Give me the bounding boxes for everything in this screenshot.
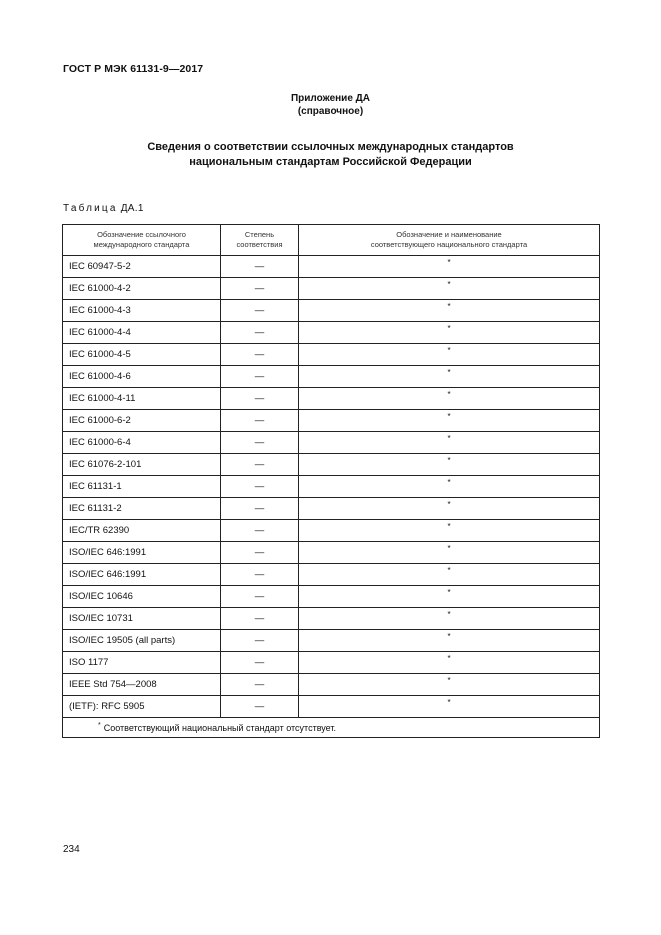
cell-international-standard: ISO/IEC 646:1991 xyxy=(63,564,221,586)
cell-national-standard: * xyxy=(299,322,600,344)
cell-international-standard: ISO/IEC 10731 xyxy=(63,608,221,630)
header-line: соответствия xyxy=(236,240,283,249)
cell-international-standard: IEC 60947-5-2 xyxy=(63,256,221,278)
table-row xyxy=(63,256,600,278)
header-line: Степень xyxy=(244,230,275,239)
table-row xyxy=(63,696,600,718)
cell-degree: — xyxy=(221,476,299,498)
table-row xyxy=(63,322,600,344)
cell-degree: — xyxy=(221,674,299,696)
header-line: международного стандарта xyxy=(93,240,190,249)
cell-degree: — xyxy=(221,366,299,388)
cell-international-standard: IEC 61000-4-4 xyxy=(63,322,221,344)
cell-national-standard: * xyxy=(299,300,600,322)
cell-degree: — xyxy=(221,564,299,586)
table-row xyxy=(63,652,600,674)
cell-international-standard: IEC 61000-4-6 xyxy=(63,366,221,388)
footnote-mark: * xyxy=(98,722,101,729)
cell-degree: — xyxy=(221,410,299,432)
cell-national-standard: * xyxy=(299,630,600,652)
cell-international-standard: ISO/IEC 19505 (all parts) xyxy=(63,630,221,652)
cell-degree: — xyxy=(221,542,299,564)
table-row xyxy=(63,542,600,564)
header-line: Обозначение ссылочного xyxy=(97,230,186,239)
cell-degree: — xyxy=(221,388,299,410)
cell-degree: — xyxy=(221,630,299,652)
table-row xyxy=(63,300,600,322)
table-row xyxy=(63,674,600,696)
cell-national-standard: * xyxy=(299,366,600,388)
table-body xyxy=(63,256,600,718)
cell-international-standard: IEC 61000-6-4 xyxy=(63,432,221,454)
standards-correspondence-table xyxy=(62,224,600,738)
cell-national-standard: * xyxy=(299,542,600,564)
cell-national-standard: * xyxy=(299,278,600,300)
cell-degree: — xyxy=(221,586,299,608)
cell-degree: — xyxy=(221,300,299,322)
cell-degree: — xyxy=(221,498,299,520)
header-line: соответствующего национального стандарта xyxy=(370,240,528,249)
cell-national-standard: * xyxy=(299,432,600,454)
table-row xyxy=(63,366,600,388)
table-row xyxy=(63,344,600,366)
cell-international-standard: IEEE Std 754—2008 xyxy=(63,674,221,696)
cell-international-standard: IEC 61131-1 xyxy=(63,476,221,498)
table-footnote-row xyxy=(63,718,600,738)
cell-national-standard: * xyxy=(299,476,600,498)
table-row xyxy=(63,630,600,652)
cell-international-standard: IEC 61000-4-11 xyxy=(63,388,221,410)
cell-international-standard: IEC 61131-2 xyxy=(63,498,221,520)
cell-international-standard: IEC/TR 62390 xyxy=(63,520,221,542)
appendix-subtitle: (справочное) xyxy=(297,106,364,117)
cell-international-standard: ISO/IEC 646:1991 xyxy=(63,542,221,564)
cell-degree: — xyxy=(221,256,299,278)
cell-international-standard: ISO 1177 xyxy=(63,652,221,674)
table-header-row xyxy=(63,225,600,256)
cell-international-standard: ISO/IEC 10646 xyxy=(63,586,221,608)
cell-national-standard: * xyxy=(299,652,600,674)
cell-international-standard: IEC 61000-4-3 xyxy=(63,300,221,322)
cell-national-standard: * xyxy=(299,674,600,696)
footnote-text: Соответствующий национальный стандарт отсутствует. xyxy=(103,723,337,733)
cell-national-standard: * xyxy=(299,498,600,520)
cell-international-standard: IEC 61000-4-2 xyxy=(63,278,221,300)
header-degree xyxy=(221,225,299,256)
cell-national-standard: * xyxy=(299,520,600,542)
cell-international-standard: (IETF): RFC 5905 xyxy=(63,696,221,718)
page-number: 234 xyxy=(63,844,80,855)
cell-national-standard: * xyxy=(299,256,600,278)
table-row xyxy=(63,476,600,498)
cell-degree: — xyxy=(221,454,299,476)
table-footnote xyxy=(63,718,600,738)
cell-degree: — xyxy=(221,608,299,630)
table-row xyxy=(63,388,600,410)
table-row xyxy=(63,410,600,432)
section-title-line-2: национальным стандартам Российской Федерации xyxy=(189,156,472,168)
cell-degree: — xyxy=(221,344,299,366)
header-international-standard xyxy=(63,225,221,256)
cell-international-standard: IEC 61000-4-5 xyxy=(63,344,221,366)
table-row xyxy=(63,586,600,608)
table-row xyxy=(63,432,600,454)
cell-national-standard: * xyxy=(299,696,600,718)
document-header: ГОСТ Р МЭК 61131-9—2017 xyxy=(63,63,204,75)
section-title-line-1: Сведения о соответствии ссылочных международных стандартов xyxy=(147,141,514,153)
cell-degree: — xyxy=(221,322,299,344)
cell-degree: — xyxy=(221,278,299,300)
header-line: Обозначение и наименование xyxy=(396,230,502,239)
table-row xyxy=(63,564,600,586)
cell-degree: — xyxy=(221,520,299,542)
cell-international-standard: IEC 61076-2-101 xyxy=(63,454,221,476)
cell-national-standard: * xyxy=(299,454,600,476)
cell-degree: — xyxy=(221,432,299,454)
table-caption-word: Таблица xyxy=(63,203,118,214)
table-row xyxy=(63,520,600,542)
cell-degree: — xyxy=(221,652,299,674)
table-caption-id: ДА.1 xyxy=(120,203,144,214)
cell-degree: — xyxy=(221,696,299,718)
cell-international-standard: IEC 61000-6-2 xyxy=(63,410,221,432)
cell-national-standard: * xyxy=(299,388,600,410)
cell-national-standard: * xyxy=(299,564,600,586)
cell-national-standard: * xyxy=(299,608,600,630)
table-row xyxy=(63,498,600,520)
table-row xyxy=(63,608,600,630)
cell-national-standard: * xyxy=(299,344,600,366)
cell-national-standard: * xyxy=(299,586,600,608)
table-caption xyxy=(63,203,144,214)
table-row xyxy=(63,454,600,476)
header-national-standard xyxy=(299,225,600,256)
table-row xyxy=(63,278,600,300)
cell-national-standard: * xyxy=(299,410,600,432)
appendix-title: Приложение ДА xyxy=(290,93,371,104)
